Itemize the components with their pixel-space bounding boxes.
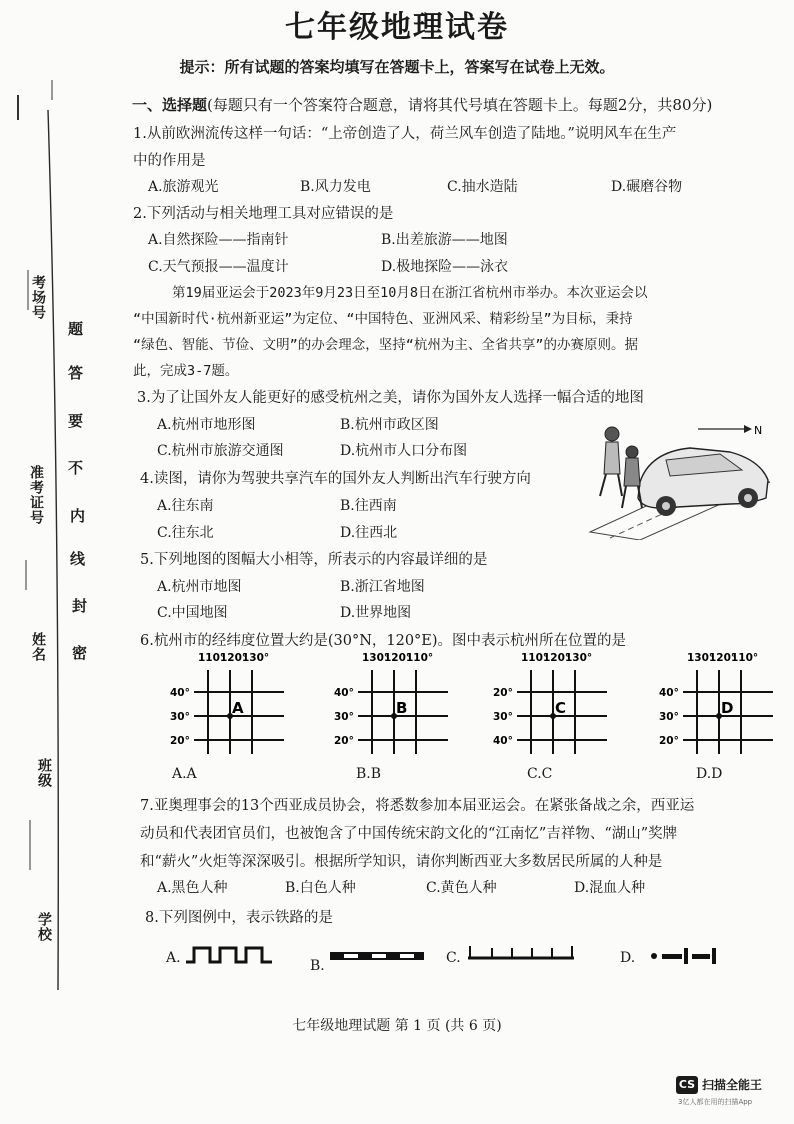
latitude-label: 40°: [493, 735, 513, 747]
q7-stem: 7.亚奥理事会的13个西亚成员协会，将悉数参加本届亚运会。在紧张备战之余，西亚运: [140, 798, 695, 814]
class-label: 班级: [36, 758, 52, 788]
q1-stem-cont: 中的作用是: [133, 153, 206, 169]
longitude-label: 130°: [242, 652, 270, 664]
longitude-label: 120°: [543, 652, 571, 664]
compass-arrow-head: [744, 425, 752, 433]
q2-option-d: D.极地探险——泳衣: [381, 259, 509, 275]
q8-option-a-label: A.: [166, 950, 181, 966]
q5-option-b: B.浙江省地图: [340, 579, 425, 595]
car-scene-illustration: [570, 412, 770, 540]
q4-option-d: D.往西北: [340, 525, 398, 541]
location-letter: C: [555, 699, 567, 717]
q7-option-a: A.黑色人种: [157, 880, 228, 896]
seal-char: 不: [68, 459, 84, 477]
q5-option-d: D.世界地图: [340, 605, 412, 621]
passage-line: “绿色、智能、节俭、文明”的办会理念，坚持“杭州为主、全省共享”的办赛原则。据: [133, 337, 639, 353]
school-label: 学校: [36, 912, 52, 942]
section-note: (每题只有一个答案符合题意，请将其代号填在答题卡上。每题2分，共80分): [207, 96, 713, 114]
q7-stem-cont: 和“薪火”火炬等深深吸引。根据所学知识，请你判断西亚大多数居民所属的人种是: [140, 854, 663, 870]
q2-option-b: B.出差旅游——地图: [381, 232, 508, 248]
longitude-label: 110°: [731, 652, 759, 664]
lat-lon-grid-a: [170, 650, 290, 760]
seal-char: 线: [70, 550, 86, 568]
q3-option-c: C.杭州市旅游交通图: [157, 443, 284, 459]
admission-number-label: 准考证号: [28, 465, 44, 525]
latitude-label: 30°: [493, 711, 513, 723]
q7-option-c: C.黄色人种: [426, 880, 497, 896]
q7-stem-cont: 动员和代表团官员们，也被饱含了中国传统宋韵文化的“江南忆”吉祥物、“湖山”奖牌: [140, 826, 678, 842]
latitude-label: 40°: [659, 687, 679, 699]
q6-option-b: B.B: [356, 766, 382, 782]
longitude-label: 110°: [198, 652, 226, 664]
q4-stem: 4.读图，请你为驾驶共享汽车的国外友人判断出汽车行驶方向: [140, 471, 531, 487]
legend-d-dash-dot: [648, 946, 722, 966]
location-letter: D: [721, 699, 734, 717]
q8-option-b-label: B.: [310, 958, 325, 974]
compass-north-label: N: [754, 424, 763, 437]
q3-option-b: B.杭州市政区图: [340, 417, 439, 433]
q1-stem: 1.从前欧洲流传这样一句话：“上帝创造了人，荷兰风车创造了陆地。”说明风车在生产: [133, 126, 677, 142]
q8-option-d-label: D.: [620, 950, 636, 966]
q2-option-c: C.天气预报——温度计: [148, 259, 289, 275]
legend-b-railway: [328, 948, 428, 964]
legend-c-ticked-line: [464, 942, 578, 964]
passage-line: 此，完成3-7题。: [133, 363, 239, 379]
q6-option-c: C.C: [527, 766, 553, 782]
legend-a-square-wave: [184, 944, 276, 966]
q3-stem: 3.为了让国外友人能更好的感受杭州之美，请你为国外友人选择一幅合适的地图: [137, 390, 644, 406]
seal-char: 密: [72, 644, 88, 662]
longitude-label: 110°: [521, 652, 549, 664]
longitude-label: 110°: [406, 652, 434, 664]
q5-stem: 5.下列地图的图幅大小相等，所表示的内容最详细的是: [140, 552, 488, 568]
q3-option-d: D.杭州市人口分布图: [340, 443, 468, 459]
latitude-label: 40°: [334, 687, 354, 699]
q6-stem: 6.杭州市的经纬度位置大约是(30°N，120°E)。图中表示杭州所在位置的是: [140, 633, 627, 649]
seal-char: 封: [72, 597, 88, 615]
page-title: 七年级地理试卷: [285, 10, 509, 45]
lat-lon-grid-d: [659, 650, 779, 760]
q2-option-a: A.自然探险——指南针: [148, 232, 289, 248]
location-letter: B: [396, 699, 408, 717]
latitude-label: 30°: [334, 711, 354, 723]
q3-option-a: A.杭州市地形图: [157, 417, 256, 433]
name-label: 姓名: [30, 632, 46, 662]
latitude-label: 20°: [659, 735, 679, 747]
longitude-label: 130°: [565, 652, 593, 664]
lat-lon-grid-c: [493, 650, 613, 760]
passage-line: 第19届亚运会于2023年9月23日至10月8日在浙江省杭州市举办。本次亚运会以: [172, 285, 648, 301]
q1-option-c: C.抽水造陆: [447, 179, 518, 195]
latitude-label: 20°: [170, 735, 190, 747]
q8-option-c-label: C.: [446, 950, 461, 966]
q1-option-b: B.风力发电: [300, 179, 371, 195]
page-footer: 七年级地理试题 第 1 页 (共 6 页): [292, 1018, 502, 1034]
q7-option-b: B.白色人种: [285, 880, 356, 896]
q8-stem: 8.下列图例中，表示铁路的是: [145, 910, 333, 926]
q6-option-a: A.A: [172, 766, 197, 782]
longitude-label: 120°: [709, 652, 737, 664]
section-heading: [132, 94, 712, 115]
camscanner-logo-icon: CS: [676, 1076, 698, 1094]
seal-char: 要: [68, 412, 84, 430]
seal-char: 内: [70, 507, 86, 525]
longitude-label: 120°: [384, 652, 412, 664]
longitude-label: 130°: [362, 652, 390, 664]
q1-option-a: A.旅游观光: [148, 179, 219, 195]
seal-char: 答: [68, 364, 84, 382]
section-title: 一、选择题: [132, 96, 208, 114]
latitude-label: 20°: [493, 687, 513, 699]
location-letter: A: [232, 699, 244, 717]
q4-option-c: C.往东北: [157, 525, 214, 541]
exam-room-label: 考场号: [30, 275, 46, 320]
passage-line: “中国新时代·杭州新亚运”为定位、“中国特色、亚洲风采、精彩纷呈”为目标，秉持: [133, 311, 633, 327]
seal-char: 题: [68, 320, 84, 338]
q4-option-b: B.往西南: [340, 498, 397, 514]
longitude-label: 130°: [687, 652, 715, 664]
q2-stem: 2.下列活动与相关地理工具对应错误的是: [133, 206, 394, 222]
latitude-label: 30°: [170, 711, 190, 723]
latitude-label: 40°: [170, 687, 190, 699]
exam-tip: 提示：所有试题的答案均填写在答题卡上，答案写在试卷上无效。: [179, 58, 615, 76]
q5-option-c: C.中国地图: [157, 605, 228, 621]
q6-option-d: D.D: [696, 766, 723, 782]
binding-margin-lines: [0, 0, 120, 1000]
latitude-label: 20°: [334, 735, 354, 747]
q1-option-d: D.碾磨谷物: [611, 179, 683, 195]
camscanner-tagline: 3亿人都在用的扫描App: [678, 1098, 753, 1106]
q5-option-a: A.杭州市地图: [157, 579, 242, 595]
q7-option-d: D.混血人种: [574, 880, 646, 896]
latitude-label: 30°: [659, 711, 679, 723]
camscanner-name: 扫描全能王: [702, 1078, 763, 1092]
longitude-label: 120°: [220, 652, 248, 664]
q4-option-a: A.往东南: [157, 498, 214, 514]
lat-lon-grid-b: [334, 650, 454, 760]
